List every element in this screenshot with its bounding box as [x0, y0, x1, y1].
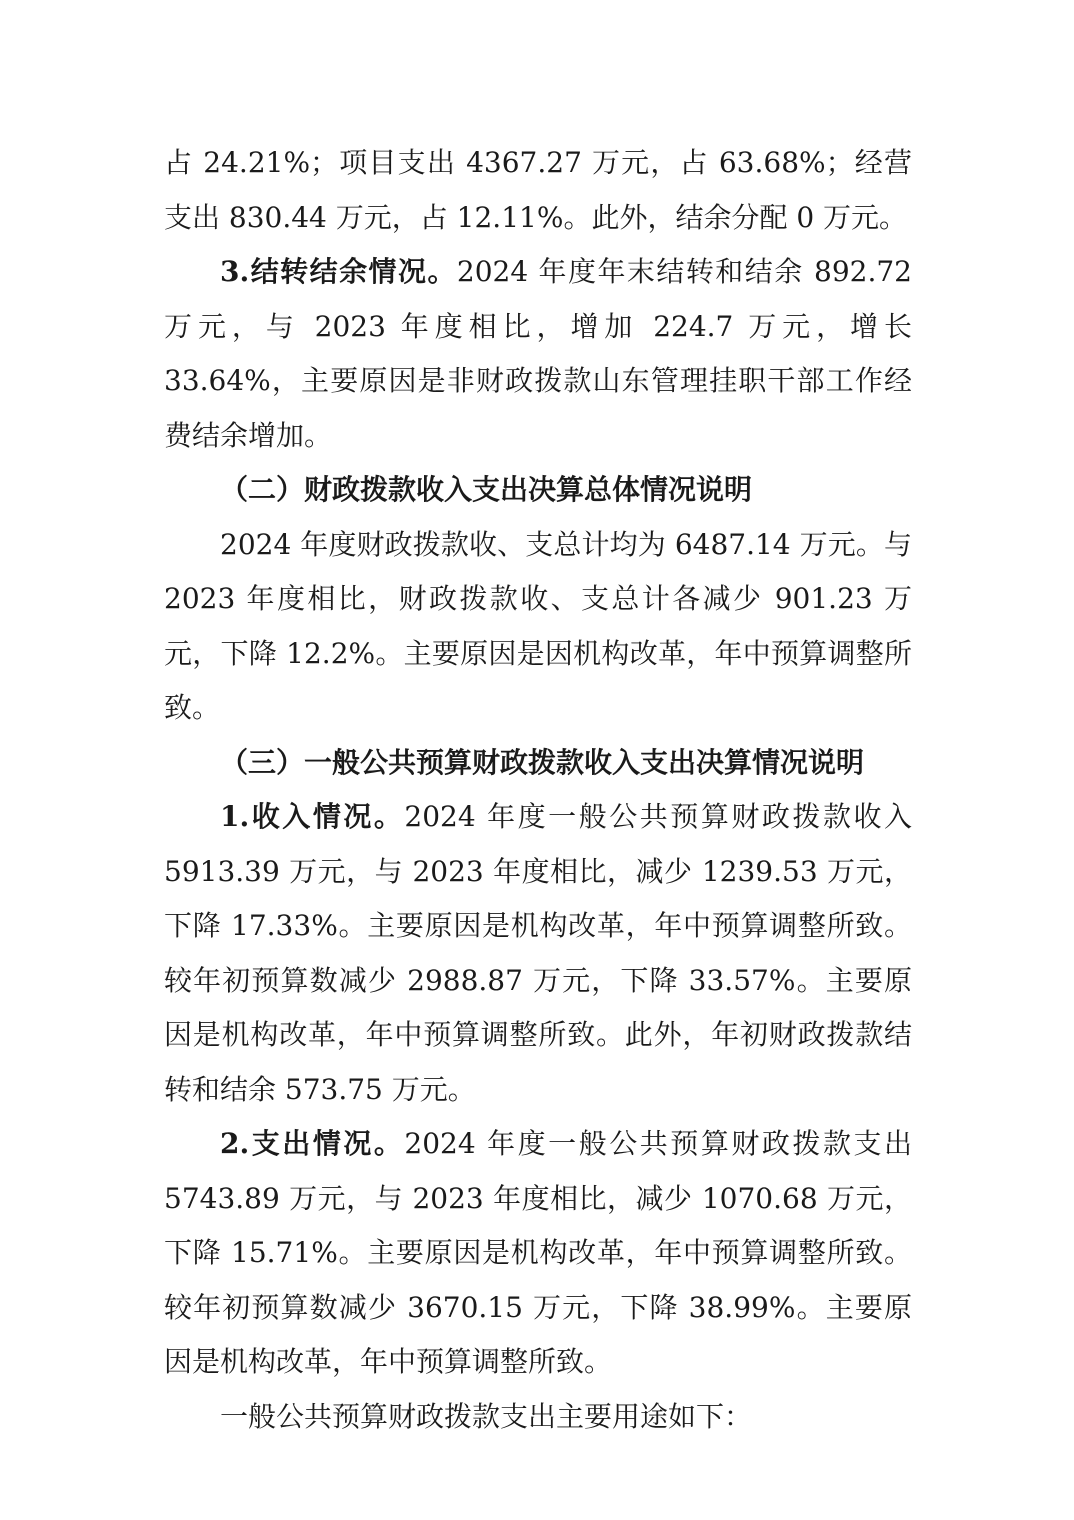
paragraph-lead: 1.收入情况。	[220, 800, 405, 833]
paragraph-text: 2024 年度财政拨款收、支总计均为 6487.14 万元。与 2023 年度相比，财政拨款收、支总计各减少 901.23 万元，下降 12.2%。主要原因是因机构改革，年中预算调整所致。	[164, 527, 912, 724]
paragraph-carryover	[164, 245, 912, 463]
paragraph-text: 一般公共预算财政拨款支出主要用途如下：	[220, 1399, 753, 1433]
paragraph-lead: 3.结转结余情况。	[220, 255, 457, 288]
paragraph-text: 2024 年度一般公共预算财政拨款收入 5913.39 万元，与 2023 年度相比，减少 1239.53 万元，下降 17.33%。主要原因是机构改革，年中预算调整所致。较年初预算数减少 2988.87 万元，下降 33.57%。主要原因是机构改革，年中预算调整所致。此外，年初财政拨款结转和结余 573.75 万元。	[164, 800, 912, 1106]
paragraph-expense-breakdown	[164, 136, 912, 245]
paragraph-text: 2024 年度一般公共预算财政拨款支出 5743.89 万元，与 2023 年度相比，减少 1070.68 万元，下降 15.71%。主要原因是机构改革，年中预算调整所致。较年初预算数减少 3670.15 万元，下降 38.99%。主要原因是机构改革，年中预算调整所致。	[164, 1127, 912, 1378]
paragraph-usage-intro	[164, 1390, 912, 1445]
paragraph-income	[164, 790, 912, 1117]
section-heading-2: （二）财政拨款收入支出决算总体情况说明	[220, 473, 753, 506]
document-page	[164, 136, 912, 1444]
paragraph-lead: 2.支出情况。	[220, 1127, 405, 1160]
paragraph-fiscal-total	[164, 518, 912, 736]
paragraph-text: 占 24.21%；项目支出 4367.27 万元，占 63.68%；经营支出 830.44 万元，占 12.11%。此外，结余分配 0 万元。	[164, 146, 912, 234]
paragraph-text: 2024 年度年末结转和结余 892.72 万元，与 2023 年度相比，增加 224.7 万元，增长 33.64%，主要原因是非财政拨款山东管理挂职干部工作经费结余增加。	[164, 255, 912, 452]
paragraph-expenditure	[164, 1117, 912, 1390]
section-heading-3: （三）一般公共预算财政拨款收入支出决算情况说明	[220, 745, 865, 779]
